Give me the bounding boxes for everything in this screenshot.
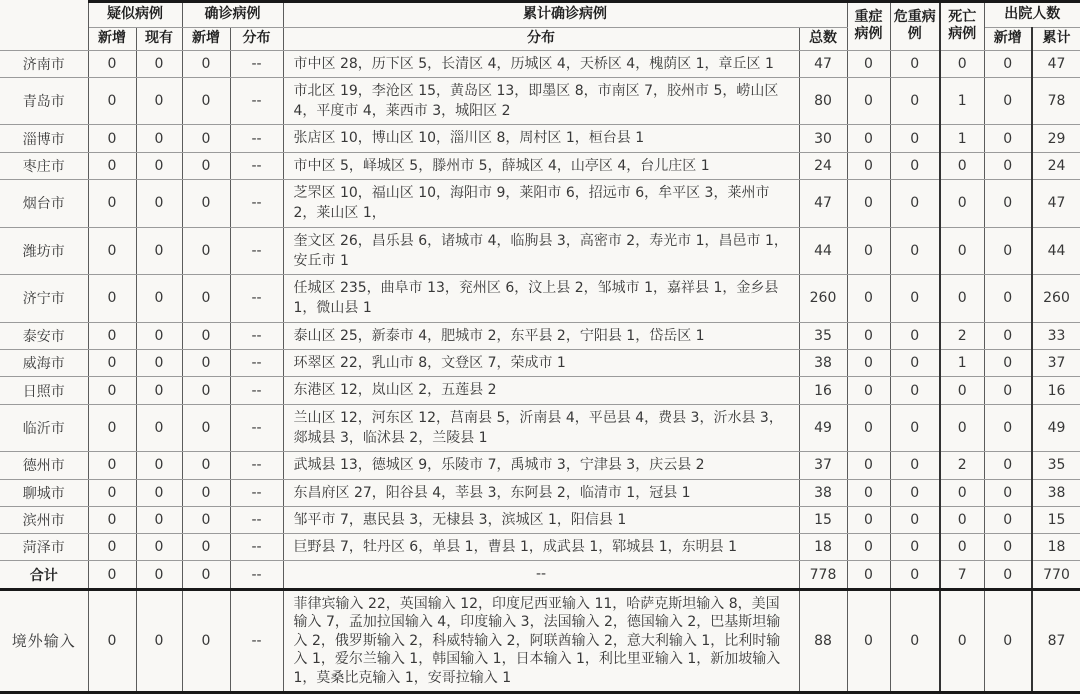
value-cell: 7 xyxy=(940,561,984,589)
value-cell: 0 xyxy=(182,77,230,125)
value-cell: -- xyxy=(230,179,283,227)
row-label: 临沂市 xyxy=(0,404,88,452)
value-cell: -- xyxy=(230,404,283,452)
value-cell: 0 xyxy=(88,589,136,692)
row-label: 聊城市 xyxy=(0,479,88,506)
value-cell: 260 xyxy=(799,275,847,323)
value-cell: 29 xyxy=(1032,125,1080,152)
value-cell: 24 xyxy=(799,152,847,179)
value-cell: -- xyxy=(230,275,283,323)
table-row xyxy=(0,404,1080,452)
value-cell: 80 xyxy=(799,77,847,125)
value-cell: 0 xyxy=(940,152,984,179)
table-row xyxy=(0,561,1080,589)
distribution-cell: 芝罘区 10，福山区 10，海阳市 9，莱阳市 6，招远市 6，牟平区 3，莱州市 2，莱山区 1， xyxy=(283,179,799,227)
value-cell: 0 xyxy=(182,561,230,589)
distribution-cell: 东昌府区 27，阳谷县 4，莘县 3，东阿县 2，临清市 1，冠县 1 xyxy=(283,479,799,506)
value-cell: 0 xyxy=(984,534,1032,561)
value-cell: 0 xyxy=(984,350,1032,377)
value-cell: 47 xyxy=(799,179,847,227)
value-cell: 44 xyxy=(799,227,847,275)
value-cell: 0 xyxy=(890,179,940,227)
value-cell: 0 xyxy=(182,179,230,227)
table-row xyxy=(0,275,1080,323)
value-cell: 35 xyxy=(1032,452,1080,479)
table-row xyxy=(0,350,1080,377)
value-cell: 0 xyxy=(136,534,182,561)
value-cell: 0 xyxy=(940,275,984,323)
value-cell: 18 xyxy=(799,534,847,561)
value-cell: 1 xyxy=(940,350,984,377)
value-cell: 778 xyxy=(799,561,847,589)
row-label: 境外输入 xyxy=(0,589,88,692)
value-cell: 0 xyxy=(984,152,1032,179)
value-cell: 0 xyxy=(890,404,940,452)
table-row xyxy=(0,534,1080,561)
value-cell: 0 xyxy=(88,179,136,227)
value-cell: 0 xyxy=(136,227,182,275)
value-cell: 0 xyxy=(890,534,940,561)
value-cell: 770 xyxy=(1032,561,1080,589)
header-suspected-current: 现有 xyxy=(136,28,182,51)
value-cell: 1 xyxy=(940,77,984,125)
value-cell: 0 xyxy=(88,404,136,452)
header-confirmed-new: 新增 xyxy=(182,28,230,51)
value-cell: 0 xyxy=(136,561,182,589)
value-cell: 0 xyxy=(847,589,890,692)
value-cell: 0 xyxy=(984,227,1032,275)
table-row xyxy=(0,179,1080,227)
value-cell: 2 xyxy=(940,322,984,349)
value-cell: -- xyxy=(230,589,283,692)
row-label: 淄博市 xyxy=(0,125,88,152)
header-confirmed-group: 确诊病例 xyxy=(182,2,283,28)
value-cell: 0 xyxy=(890,77,940,125)
distribution-cell: 市中区 5，峄城区 5，滕州市 5，薛城区 4，山亭区 4，台儿庄区 1 xyxy=(283,152,799,179)
value-cell: 0 xyxy=(136,404,182,452)
value-cell: 0 xyxy=(182,350,230,377)
value-cell: 0 xyxy=(940,589,984,692)
distribution-cell: 兰山区 12，河东区 12，莒南县 5，沂南县 4，平邑县 4，费县 3，沂水县 3，郯城县 3，临沭县 2，兰陵县 1 xyxy=(283,404,799,452)
value-cell: 0 xyxy=(136,589,182,692)
value-cell: 0 xyxy=(136,452,182,479)
value-cell: 0 xyxy=(136,322,182,349)
value-cell: 0 xyxy=(88,506,136,533)
table-row xyxy=(0,377,1080,404)
value-cell: -- xyxy=(230,227,283,275)
distribution-cell: -- xyxy=(283,561,799,589)
value-cell: 0 xyxy=(88,479,136,506)
value-cell: 0 xyxy=(182,125,230,152)
value-cell: 0 xyxy=(984,589,1032,692)
value-cell: 16 xyxy=(1032,377,1080,404)
value-cell: -- xyxy=(230,534,283,561)
value-cell: 16 xyxy=(799,377,847,404)
value-cell: 0 xyxy=(136,179,182,227)
value-cell: 0 xyxy=(847,275,890,323)
value-cell: 0 xyxy=(88,561,136,589)
value-cell: 0 xyxy=(182,506,230,533)
value-cell: 0 xyxy=(984,506,1032,533)
value-cell: 0 xyxy=(88,377,136,404)
table-row xyxy=(0,77,1080,125)
header-discharged-new: 新增 xyxy=(984,28,1032,51)
value-cell: 0 xyxy=(182,404,230,452)
value-cell: 0 xyxy=(890,125,940,152)
value-cell: -- xyxy=(230,506,283,533)
table-row xyxy=(0,50,1080,77)
header-cumulative-total: 总数 xyxy=(799,28,847,51)
value-cell: 0 xyxy=(890,50,940,77)
header-discharged-cum: 累计 xyxy=(1032,28,1080,51)
value-cell: 0 xyxy=(136,50,182,77)
value-cell: 0 xyxy=(890,561,940,589)
value-cell: 78 xyxy=(1032,77,1080,125)
value-cell: 0 xyxy=(88,125,136,152)
row-label: 泰安市 xyxy=(0,322,88,349)
value-cell: 1 xyxy=(940,125,984,152)
row-label: 威海市 xyxy=(0,350,88,377)
value-cell: -- xyxy=(230,561,283,589)
value-cell: 0 xyxy=(88,50,136,77)
value-cell: 0 xyxy=(940,534,984,561)
value-cell: 0 xyxy=(88,275,136,323)
value-cell: 0 xyxy=(88,452,136,479)
value-cell: 0 xyxy=(136,479,182,506)
value-cell: 0 xyxy=(847,125,890,152)
value-cell: 0 xyxy=(890,152,940,179)
value-cell: 0 xyxy=(984,404,1032,452)
city-column-header xyxy=(0,2,88,51)
distribution-cell: 邹平市 7，惠民县 3，无棣县 3，滨城区 1，阳信县 1 xyxy=(283,506,799,533)
header-critical-cases: 危重病例 xyxy=(890,2,940,51)
row-label: 滨州市 xyxy=(0,506,88,533)
header-cumulative-dist: 分布 xyxy=(283,28,799,51)
value-cell: 0 xyxy=(182,152,230,179)
value-cell: 0 xyxy=(984,125,1032,152)
value-cell: 0 xyxy=(847,404,890,452)
value-cell: 47 xyxy=(1032,50,1080,77)
value-cell: 0 xyxy=(890,227,940,275)
row-label: 菏泽市 xyxy=(0,534,88,561)
value-cell: 38 xyxy=(799,350,847,377)
value-cell: 0 xyxy=(984,50,1032,77)
value-cell: 0 xyxy=(88,350,136,377)
value-cell: 0 xyxy=(847,534,890,561)
value-cell: 0 xyxy=(847,506,890,533)
header-cumulative-group: 累计确诊病例 xyxy=(283,2,847,28)
value-cell: -- xyxy=(230,322,283,349)
value-cell: 0 xyxy=(890,377,940,404)
value-cell: 0 xyxy=(940,479,984,506)
value-cell: 0 xyxy=(984,452,1032,479)
table-body xyxy=(0,50,1080,693)
distribution-cell: 环翠区 22，乳山市 8，文登区 7，荣成市 1 xyxy=(283,350,799,377)
value-cell: 0 xyxy=(890,322,940,349)
distribution-cell: 菲律宾输入 22，英国输入 12，印度尼西亚输入 11，哈萨克斯坦输入 8，美国输入 7，孟加拉国输入 4，印度输入 3，法国输入 2，德国输入 2，巴基斯坦输入 2，俄罗斯输入 2，科威特输入 2，阿联酋输入 2，意大利输入 1，比利时输入 1，爱尔兰输入 1，韩国输入 1，日本输入 1，利比里亚输入 1，新加坡输入 1，莫桑比克输入 1，安哥拉输入 1 xyxy=(283,589,799,692)
distribution-cell: 市中区 28，历下区 5，长清区 4，历城区 4，天桥区 4，槐荫区 1，章丘区 1 xyxy=(283,50,799,77)
value-cell: 0 xyxy=(847,322,890,349)
value-cell: 0 xyxy=(984,322,1032,349)
table-row xyxy=(0,125,1080,152)
value-cell: -- xyxy=(230,50,283,77)
table-row xyxy=(0,152,1080,179)
distribution-cell: 市北区 19，李沧区 15，黄岛区 13，即墨区 8，市南区 7，胶州市 5，崂山区 4，平度市 4，莱西市 3，城阳区 2 xyxy=(283,77,799,125)
value-cell: 0 xyxy=(940,227,984,275)
table-row xyxy=(0,589,1080,692)
value-cell: 47 xyxy=(1032,179,1080,227)
value-cell: 0 xyxy=(940,404,984,452)
value-cell: 0 xyxy=(88,227,136,275)
value-cell: 260 xyxy=(1032,275,1080,323)
value-cell: 0 xyxy=(984,77,1032,125)
value-cell: 0 xyxy=(182,479,230,506)
value-cell: 0 xyxy=(136,377,182,404)
value-cell: 0 xyxy=(182,452,230,479)
value-cell: 49 xyxy=(799,404,847,452)
value-cell: 0 xyxy=(984,275,1032,323)
value-cell: 0 xyxy=(890,452,940,479)
value-cell: 30 xyxy=(799,125,847,152)
row-label: 青岛市 xyxy=(0,77,88,125)
value-cell: -- xyxy=(230,452,283,479)
value-cell: -- xyxy=(230,125,283,152)
header-suspected-new: 新增 xyxy=(88,28,136,51)
distribution-cell: 东港区 12，岚山区 2，五莲县 2 xyxy=(283,377,799,404)
table-row xyxy=(0,452,1080,479)
distribution-cell: 巨野县 7，牡丹区 6，单县 1，曹县 1，成武县 1，郓城县 1，东明县 1 xyxy=(283,534,799,561)
value-cell: 0 xyxy=(88,534,136,561)
value-cell: -- xyxy=(230,377,283,404)
value-cell: 0 xyxy=(136,350,182,377)
value-cell: 18 xyxy=(1032,534,1080,561)
value-cell: 0 xyxy=(890,479,940,506)
value-cell: 88 xyxy=(799,589,847,692)
header-death-cases: 死亡病例 xyxy=(940,2,984,51)
value-cell: 0 xyxy=(182,322,230,349)
value-cell: 0 xyxy=(136,152,182,179)
value-cell: -- xyxy=(230,479,283,506)
value-cell: -- xyxy=(230,77,283,125)
header-discharged-group: 出院人数 xyxy=(984,2,1080,28)
header-suspected-group: 疑似病例 xyxy=(88,2,182,28)
distribution-cell: 任城区 235，曲阜市 13，兖州区 6，汶上县 2，邹城市 1，嘉祥县 1，金乡县 1，微山县 1 xyxy=(283,275,799,323)
value-cell: -- xyxy=(230,350,283,377)
value-cell: 0 xyxy=(847,152,890,179)
value-cell: 0 xyxy=(88,152,136,179)
table-row xyxy=(0,227,1080,275)
value-cell: 0 xyxy=(88,322,136,349)
table-row xyxy=(0,506,1080,533)
distribution-cell: 奎文区 26，昌乐县 6，诸城市 4，临朐县 3，高密市 2，寿光市 1，昌邑市 1，安丘市 1 xyxy=(283,227,799,275)
value-cell: 0 xyxy=(847,227,890,275)
value-cell: 87 xyxy=(1032,589,1080,692)
value-cell: 0 xyxy=(984,561,1032,589)
value-cell: 0 xyxy=(136,77,182,125)
value-cell: 0 xyxy=(847,50,890,77)
value-cell: 0 xyxy=(940,377,984,404)
table-header xyxy=(0,2,1080,51)
value-cell: 33 xyxy=(1032,322,1080,349)
value-cell: 0 xyxy=(940,506,984,533)
value-cell: 0 xyxy=(136,275,182,323)
table-row xyxy=(0,322,1080,349)
header-severe-cases: 重症病例 xyxy=(847,2,890,51)
value-cell: 0 xyxy=(847,179,890,227)
value-cell: 0 xyxy=(890,350,940,377)
row-label: 烟台市 xyxy=(0,179,88,227)
value-cell: 2 xyxy=(940,452,984,479)
row-label: 潍坊市 xyxy=(0,227,88,275)
value-cell: 0 xyxy=(984,479,1032,506)
header-confirmed-dist: 分布 xyxy=(230,28,283,51)
value-cell: 15 xyxy=(1032,506,1080,533)
value-cell: 0 xyxy=(136,125,182,152)
value-cell: -- xyxy=(230,152,283,179)
value-cell: 0 xyxy=(182,589,230,692)
header-group-row xyxy=(0,2,1080,28)
table-row xyxy=(0,479,1080,506)
value-cell: 38 xyxy=(1032,479,1080,506)
row-label: 济宁市 xyxy=(0,275,88,323)
value-cell: 49 xyxy=(1032,404,1080,452)
row-label: 济南市 xyxy=(0,50,88,77)
row-label: 枣庄市 xyxy=(0,152,88,179)
value-cell: 0 xyxy=(182,377,230,404)
value-cell: 0 xyxy=(88,77,136,125)
value-cell: 0 xyxy=(984,179,1032,227)
row-label: 德州市 xyxy=(0,452,88,479)
row-label: 合计 xyxy=(0,561,88,589)
value-cell: 0 xyxy=(847,377,890,404)
value-cell: 0 xyxy=(847,452,890,479)
value-cell: 35 xyxy=(799,322,847,349)
value-cell: 0 xyxy=(847,350,890,377)
value-cell: 0 xyxy=(890,589,940,692)
value-cell: 0 xyxy=(847,77,890,125)
value-cell: 0 xyxy=(182,534,230,561)
value-cell: 0 xyxy=(984,377,1032,404)
row-label: 日照市 xyxy=(0,377,88,404)
value-cell: 0 xyxy=(940,179,984,227)
value-cell: 15 xyxy=(799,506,847,533)
value-cell: 0 xyxy=(890,506,940,533)
value-cell: 38 xyxy=(799,479,847,506)
value-cell: 0 xyxy=(182,50,230,77)
value-cell: 0 xyxy=(890,275,940,323)
distribution-cell: 张店区 10，博山区 10，淄川区 8，周村区 1，桓台县 1 xyxy=(283,125,799,152)
value-cell: 44 xyxy=(1032,227,1080,275)
value-cell: 0 xyxy=(182,275,230,323)
value-cell: 0 xyxy=(847,479,890,506)
value-cell: 0 xyxy=(136,506,182,533)
value-cell: 24 xyxy=(1032,152,1080,179)
value-cell: 47 xyxy=(799,50,847,77)
value-cell: 0 xyxy=(940,50,984,77)
value-cell: 37 xyxy=(1032,350,1080,377)
value-cell: 37 xyxy=(799,452,847,479)
distribution-cell: 武城县 13，德城区 9，乐陵市 7，禹城市 3，宁津县 3，庆云县 2 xyxy=(283,452,799,479)
value-cell: 0 xyxy=(182,227,230,275)
value-cell: 0 xyxy=(847,561,890,589)
distribution-cell: 泰山区 25，新泰市 4，肥城市 2，东平县 2，宁阳县 1，岱岳区 1 xyxy=(283,322,799,349)
